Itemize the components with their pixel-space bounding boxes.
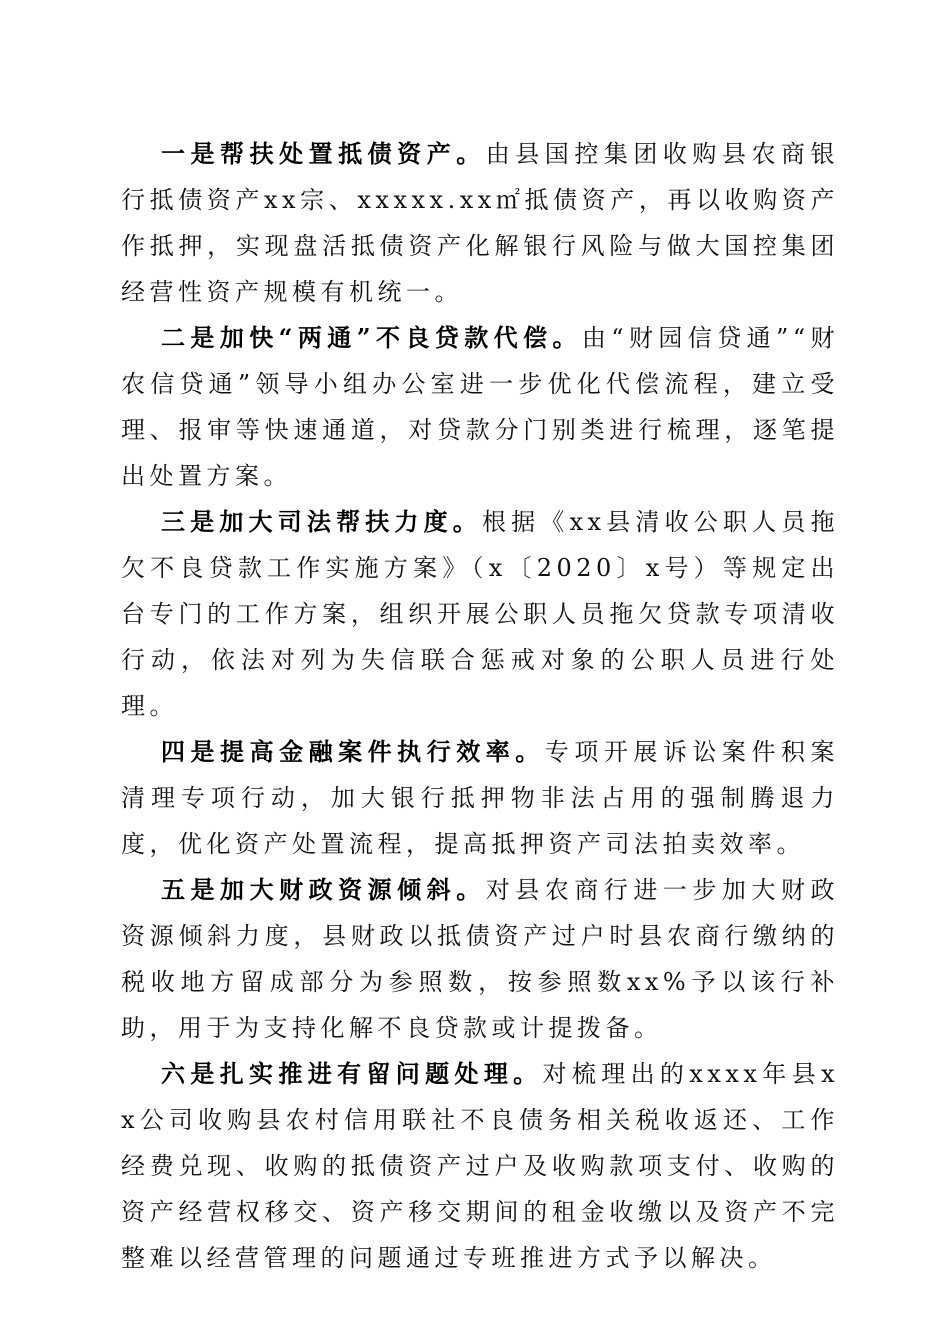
paragraph-5-body: 对县农商行进一步加大财政资源倾斜力度，县财政以抵债资产过户时县农商行缴纳的税收地方留成部分为参照数，按参照数xx%予以该行补助，用于为支持化解不良贷款或计提拨备。: [121, 876, 839, 1042]
paragraph-3-body: 根据《xx县清收公职人员拖欠不良贷款工作实施方案》（x〔2020〕x号）等规定出台专门的工作方案，组织开展公职人员拖欠贷款专项清收行动，依法对列为失信联合惩戒对象的公职人员进行处理。: [121, 508, 839, 720]
paragraph-6-lead: 六是扎实推进有留问题处理。: [161, 1059, 543, 1088]
paragraph-2-lead: 二是加快“两通”不良贷款代偿。: [161, 323, 582, 352]
paragraph-1-lead: 一是帮扶处置抵债资产。: [161, 139, 486, 168]
paragraph-1: [121, 131, 839, 315]
paragraph-3-lead: 三是加大司法帮扶力度。: [161, 507, 482, 536]
paragraph-5-lead: 五是加大财政资源倾斜。: [161, 875, 486, 904]
paragraph-5: [121, 867, 839, 1051]
paragraph-2-body: 由“财园信贷通”“财农信贷通”领导小组办公室进一步优化代偿流程，建立受理、报审等快速通道，对贷款分门别类进行梳理，逐笔提出处置方案。: [121, 324, 839, 490]
paragraph-4: [121, 729, 839, 867]
paragraph-1-body: 由县国控集团收购县农商银行抵债资产xx宗、xxxxx.xx㎡抵债资产，再以收购资产作抵押，实现盘活抵债资产化解银行风险与做大国控集团经营性资产规模有机统一。: [121, 140, 839, 306]
paragraph-4-body: 专项开展诉讼案件积案清理专项行动，加大银行抵押物非法占用的强制腾退力度，优化资产处置流程，提高抵押资产司法拍卖效率。: [121, 738, 840, 858]
paragraph-6-body: 对梳理出的xxxx年县xx公司收购县农村信用联社不良债务相关税收返还、工作经费兑现、收购的抵债资产过户及收购款项支付、收购的资产经营权移交、资产移交期间的租金收缴以及资产不完整难以经营管理的问题通过专班推进方式予以解决。: [121, 1060, 839, 1272]
paragraph-2: [121, 315, 839, 499]
document-body: [121, 131, 839, 1281]
paragraph-4-lead: 四是提高金融案件执行效率。: [161, 737, 545, 766]
paragraph-3: [121, 499, 839, 729]
paragraph-6: [121, 1051, 839, 1281]
